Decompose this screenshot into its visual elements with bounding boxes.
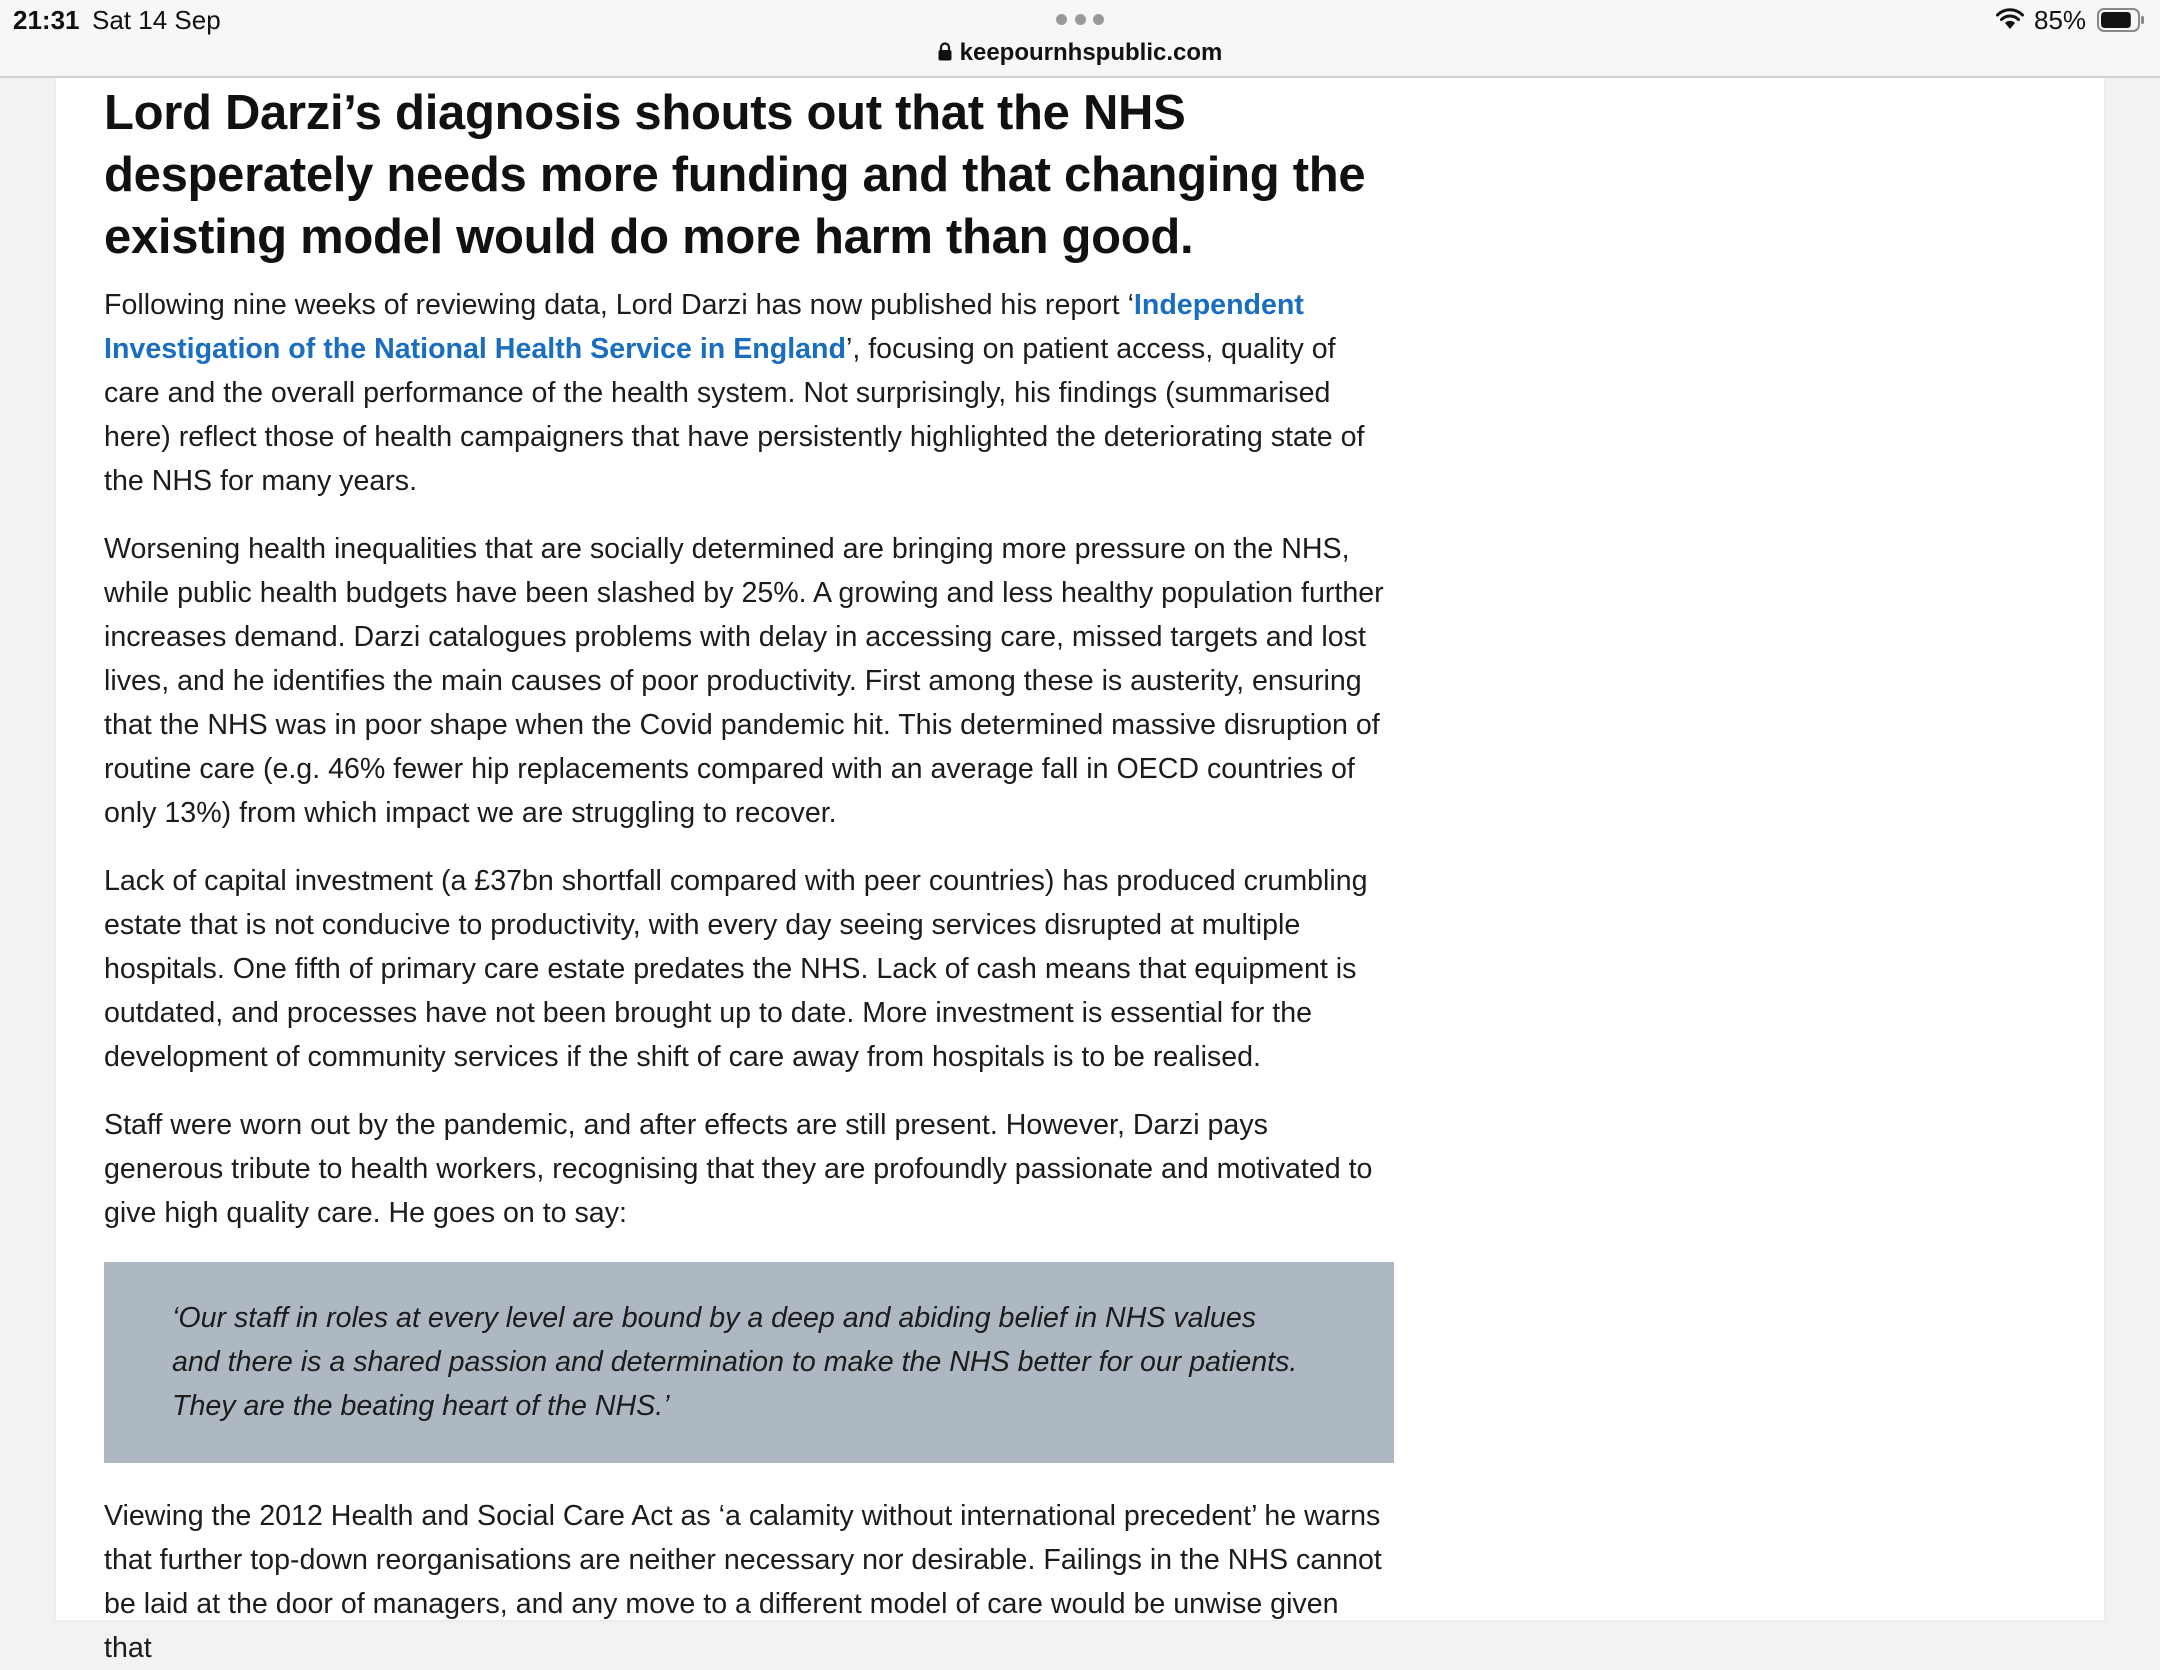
battery-icon bbox=[2097, 8, 2145, 32]
address-bar[interactable] bbox=[0, 36, 2160, 70]
paragraph-4: Staff were worn out by the pandemic, and after effects are still present. However, Darzi pays generous tribute to health workers, recognising that they are profoundly passionate and motivated to give high quality care. He goes on to say: bbox=[104, 1109, 1373, 1229]
status-date: Sat 14 Sep bbox=[92, 5, 221, 35]
paragraph-1-text-end: ’, focusing on patient access, quality of care and the overall performance of the health system. Not surprisingly, his findings (summarised here) reflect those of health campaigners that have persistently highlighted the deteriorating state of the NHS for many years. bbox=[104, 333, 1365, 497]
paragraph-1 bbox=[104, 283, 1394, 503]
paragraph-5: Viewing the 2012 Health and Social Care Act as ‘a calamity without international precedent’ he warns that further top-down reorganisations are neither necessary nor desirable. Failings in the NHS cannot be laid at the door of managers, and any move to a different model of care would be unwise given that bbox=[104, 1500, 1382, 1664]
article bbox=[104, 78, 1394, 1670]
paragraph-2: Worsening health inequalities that are socially determined are bringing more pressure on the NHS, while public health budgets have been slashed by 25%. A growing and less healthy population further increases demand. Darzi catalogues problems with delay in accessing care, missed targets and lost lives, and he identifies the main causes of poor productivity. First among these is austerity, ensuring that the NHS was in poor shape when the Covid pandemic hit. This determined massive disruption of routine care (e.g. 46% fewer hip replacements compared with an average fall in OECD countries of only 13%) from which impact we are struggling to recover. bbox=[104, 533, 1384, 829]
report-link[interactable]: Independent Investigation of the National Health Service in England bbox=[104, 289, 1304, 365]
multitask-dots-icon[interactable] bbox=[1056, 14, 1104, 26]
paragraph-3: Lack of capital investment (a £37bn shortfall compared with peer countries) has produced crumbling estate that is not conducive to productivity, with every day seeing services disrupted at multiple hospitals. One fifth of primary care estate predates the NHS. Lack of cash means that equipment is outdated, and processes have not been brought up to date. More investment is essential for the development of community services if the shift of care away from hospitals is to be realised. bbox=[104, 865, 1368, 1073]
blockquote bbox=[104, 1262, 1394, 1463]
blockquote-text: ‘Our staff in roles at every level are bound by a deep and abiding belief in NHS values and there is a shared passion and determination to make the NHS better for our patients. They are the beating heart of the NHS.’ bbox=[172, 1302, 1298, 1422]
status-time: 21:31 bbox=[13, 5, 80, 35]
paragraph-1-text-start: Following nine weeks of reviewing data, Lord Darzi has now published his report ‘ bbox=[104, 289, 1134, 321]
battery-percent: 85% bbox=[2034, 5, 2087, 35]
web-page bbox=[56, 78, 2104, 1664]
browser-top-bar bbox=[0, 0, 2160, 78]
url-text: keepournhspublic.com bbox=[959, 39, 1223, 66]
article-headline: Lord Darzi’s diagnosis shouts out that the NHS desperately needs more funding and that changing the existing model would do more harm than good. bbox=[104, 86, 1366, 264]
lock-icon bbox=[938, 42, 952, 61]
wifi-icon bbox=[1995, 8, 2025, 30]
